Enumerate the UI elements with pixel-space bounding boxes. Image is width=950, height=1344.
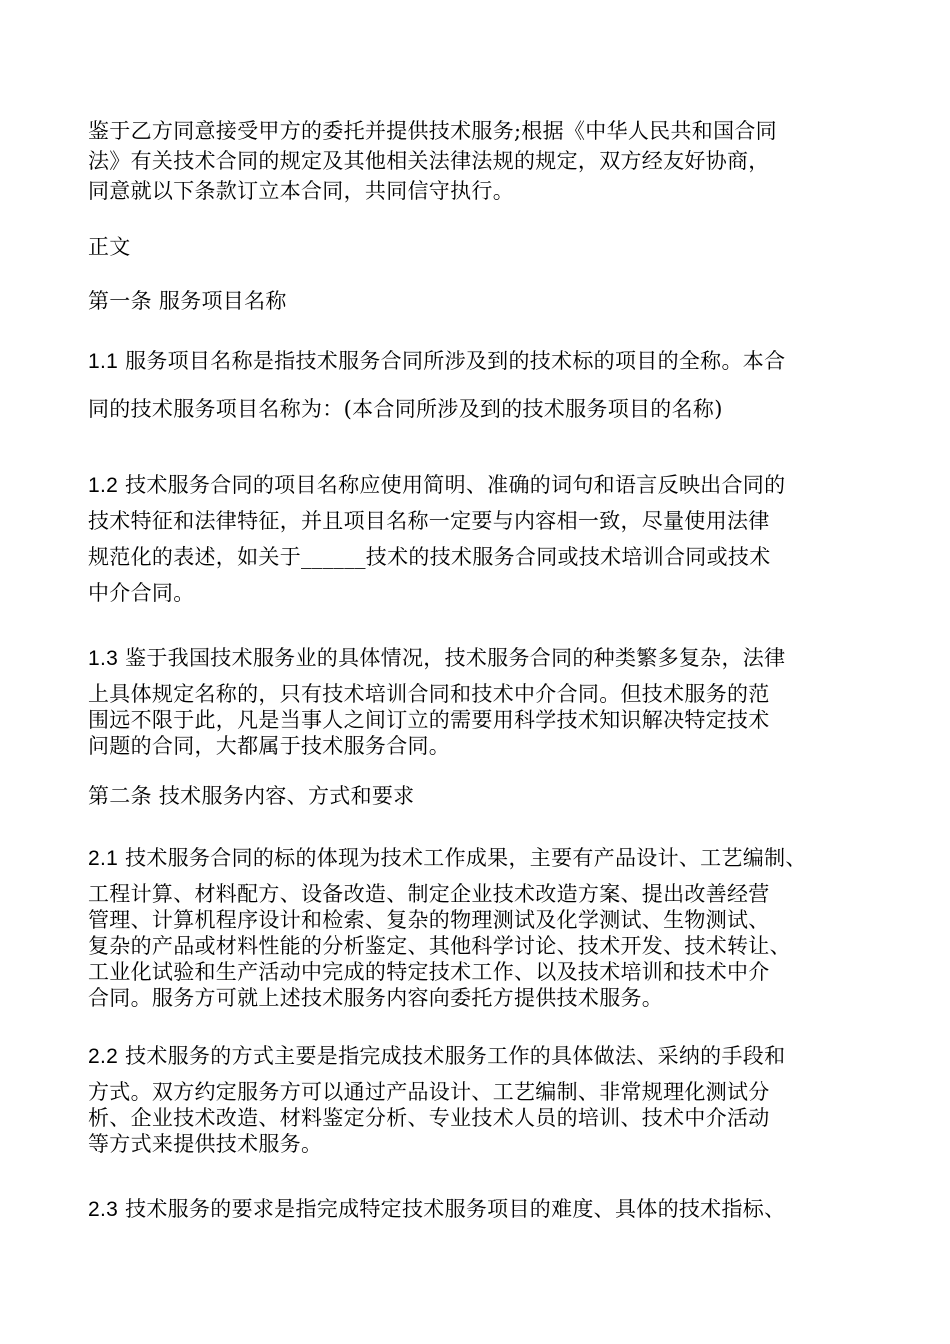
clause-line: 同的技术服务项目名称为：(本合同所涉及到的技术服务项目的名称) xyxy=(88,397,723,421)
clause-line: 规范化的表述，如关于______技术的技术服务合同或技术培训合同或技术 xyxy=(88,545,771,569)
clause-line: 等方式来提供技术服务。 xyxy=(88,1132,323,1156)
article-1-heading xyxy=(88,286,868,316)
clause-text: 技术服务合同的项目名称应使用简明、准确的词句和语言反映出合同的 xyxy=(125,473,786,497)
clause-line: 工业化试验和生产活动中完成的特定技术工作、以及技术培训和技术中介 xyxy=(88,960,770,984)
clause-number: 1.3 xyxy=(88,647,119,670)
clause-line: 复杂的产品或材料性能的分析鉴定、其他科学讨论、技术开发、技术转让、 xyxy=(88,934,791,958)
clause-text: 技术服务的方式主要是指完成技术服务工作的具体做法、采纳的手段和 xyxy=(125,1044,786,1068)
clause-line xyxy=(88,845,868,871)
clause-number: 2.1 xyxy=(88,847,119,870)
clause-line: 技术特征和法律特征，并且项目名称一定要与内容相一致，尽量使用法律 xyxy=(88,509,770,533)
clause-line xyxy=(88,1194,868,1224)
clause-number: 1.1 xyxy=(88,350,119,373)
clause-line xyxy=(88,1043,868,1069)
clause-line xyxy=(88,346,868,376)
clause-line: 管理、计算机程序设计和检索、复杂的物理测试及化学测试、生物测试、 xyxy=(88,908,770,932)
clause-line: 工程计算、材料配方、设备改造、制定企业技术改造方案、提出改善经营 xyxy=(88,882,770,906)
clause-line: 中介合同。 xyxy=(88,581,195,605)
article-2-heading-text: 第二条 技术服务内容、方式和要求 xyxy=(88,784,415,808)
clause-line xyxy=(88,470,868,500)
clause-text: 技术服务合同的标的体现为技术工作成果，主要有产品设计、工艺编制、 xyxy=(125,846,807,870)
clause-text: 技术服务的要求是指完成特定技术服务项目的难度、具体的技术指标、 xyxy=(125,1197,786,1221)
clause-1-1 xyxy=(88,346,868,424)
clause-2-3 xyxy=(88,1194,868,1224)
clause-number: 2.3 xyxy=(88,1198,119,1221)
intro-line: 法》有关技术合同的规定及其他相关法律法规的规定，双方经友好协商， xyxy=(88,149,770,173)
body-heading xyxy=(88,232,868,262)
clause-line: 问题的合同，大都属于技术服务合同。 xyxy=(88,734,451,758)
clause-line: 析、企业技术改造、材料鉴定分析、专业技术人员的培训、技术中介活动 xyxy=(88,1106,770,1130)
clause-text: 鉴于我国技术服务业的具体情况，技术服务合同的种类繁多复杂，法律 xyxy=(125,646,786,670)
clause-1-3 xyxy=(88,645,868,759)
clause-number: 2.2 xyxy=(88,1045,119,1068)
clause-text: 服务项目名称是指技术服务合同所涉及到的技术标的项目的全称。本合 xyxy=(125,349,786,373)
clause-line xyxy=(88,645,868,671)
body-heading-text: 正文 xyxy=(88,235,131,259)
clause-line: 上具体规定名称的，只有技术培训合同和技术中介合同。但技术服务的范 xyxy=(88,682,770,706)
clause-line: 合同。服务方可就上述技术服务内容向委托方提供技术服务。 xyxy=(88,986,664,1010)
clause-1-2 xyxy=(88,470,868,608)
clause-2-2 xyxy=(88,1043,868,1157)
clause-line: 方式。双方约定服务方可以通过产品设计、工艺编制、非常规理化测试分 xyxy=(88,1080,770,1104)
article-2-heading xyxy=(88,781,868,811)
clause-number: 1.2 xyxy=(88,474,119,497)
clause-2-1 xyxy=(88,845,868,1011)
intro-line: 鉴于乙方同意接受甲方的委托并提供技术服务;根据《中华人民共和国合同 xyxy=(88,119,777,143)
intro-paragraph xyxy=(88,116,868,206)
article-1-heading-text: 第一条 服务项目名称 xyxy=(88,289,287,313)
clause-line: 围远不限于此，凡是当事人之间订立的需要用科学技术知识解决特定技术 xyxy=(88,708,770,732)
intro-line: 同意就以下条款订立本合同，共同信守执行。 xyxy=(88,179,514,203)
